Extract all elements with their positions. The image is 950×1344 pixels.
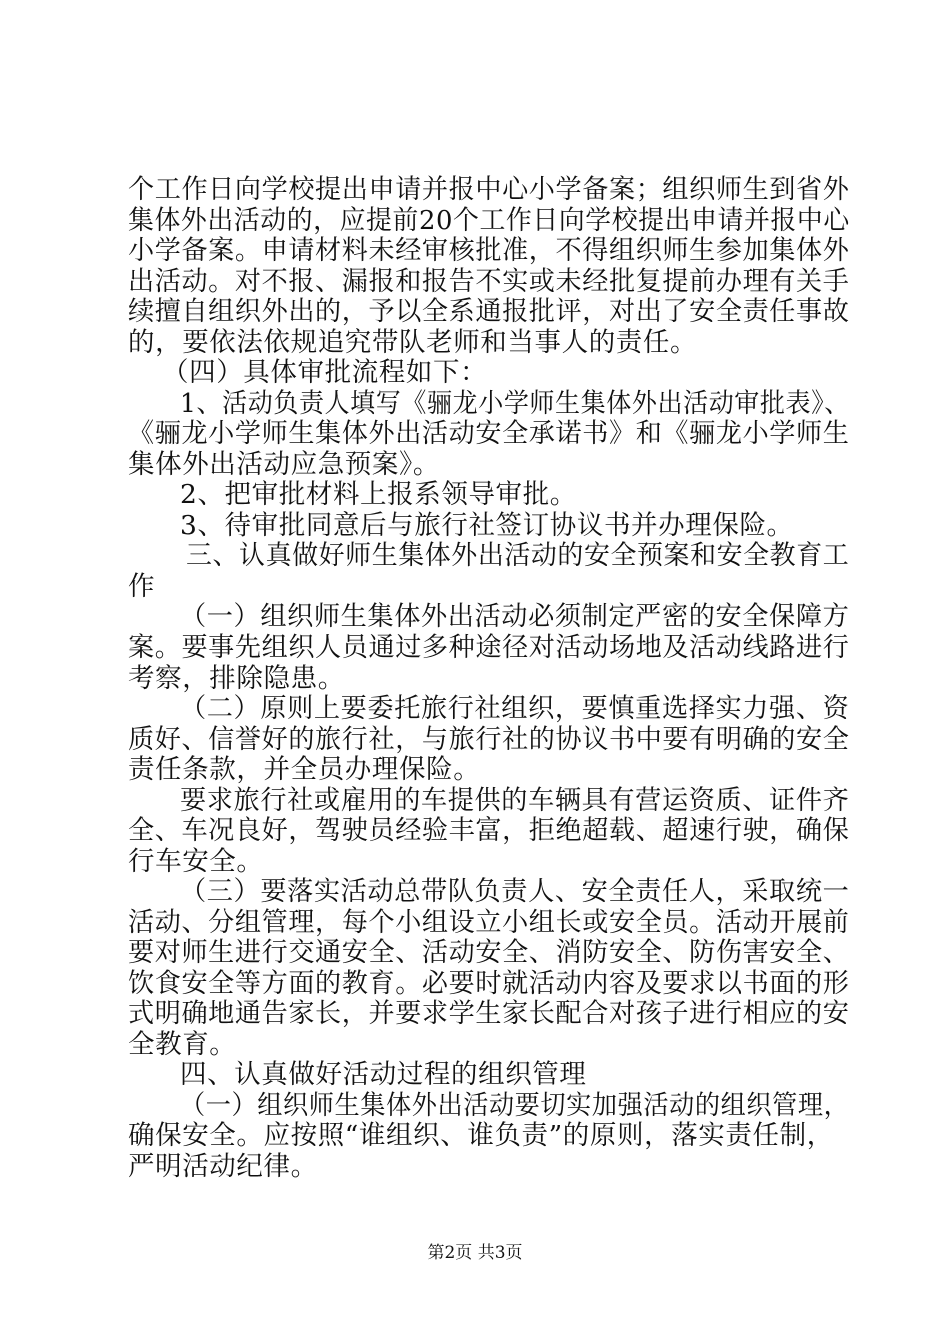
text-line: 要对师生进行交通安全、活动安全、消防安全、防伤害安全、 xyxy=(128,937,850,968)
text-line: 全、车况良好，驾驶员经验丰富，拒绝超载、超速行驶，确保 xyxy=(128,815,850,846)
section-heading: 作 xyxy=(128,571,156,602)
text-line: 的，要依法依规追究带队老师和当事人的责任。 xyxy=(128,327,698,358)
text-line: 活动、分组管理，每个小组设立小组长或安全员。活动开展前 xyxy=(128,907,850,938)
text-line: 式明确地通告家长，并要求学生家长配合对孩子进行相应的安 xyxy=(128,998,850,1029)
section-heading: 四、认真做好活动过程的组织管理 xyxy=(180,1059,587,1090)
text-line: 要求旅行社或雇用的车提供的车辆具有营运资质、证件齐 xyxy=(180,785,850,816)
text-line: 集体外出活动的，应提前20个工作日向学校提出申请并报中心 xyxy=(128,205,850,236)
text-line: 行车安全。 xyxy=(128,846,264,877)
text-line: 个工作日向学校提出申请并报中心小学备案；组织师生到省外 xyxy=(128,174,850,205)
text-line: 续擅自组织外出的，予以全系通报批评，对出了安全责任事故 xyxy=(128,296,850,327)
text-line: 饮食安全等方面的教育。必要时就活动内容及要求以书面的形 xyxy=(128,968,850,999)
text-line: （一）组织师生集体外出活动必须制定严密的安全保障方 xyxy=(180,601,850,632)
text-line: 3、待审批同意后与旅行社签订协议书并办理保险。 xyxy=(180,510,794,541)
text-line: （三）要落实活动总带队负责人、安全责任人，采取统一 xyxy=(180,876,850,907)
text-line: 严明活动纪律。 xyxy=(128,1151,318,1182)
section-heading: （四）具体审批流程如下： xyxy=(162,357,488,388)
text-line: （一）组织师生集体外出活动要切实加强活动的组织管理， xyxy=(180,1090,850,1121)
text-line: 出活动。对不报、漏报和报告不实或未经批复提前办理有关手 xyxy=(128,266,850,297)
section-heading: 三、认真做好师生集体外出活动的安全预案和安全教育工 xyxy=(186,540,850,571)
page-number-footer: 第2页 共3页 xyxy=(427,1243,523,1263)
text-line: 小学备案。申请材料未经审核批准，不得组织师生参加集体外 xyxy=(128,235,850,266)
text-line: 考察，排除隐患。 xyxy=(128,663,345,694)
text-line: 1、活动负责人填写《骊龙小学师生集体外出活动审批表》、 xyxy=(180,388,850,419)
text-line: 2、把审批材料上报系领导审批。 xyxy=(180,479,577,510)
text-line: 案。要事先组织人员通过多种途径对活动场地及活动线路进行 xyxy=(128,632,850,663)
text-line: 全教育。 xyxy=(128,1029,237,1060)
text-line: 确保安全。应按照“谁组织、谁负责”的原则，落实责任制， xyxy=(128,1120,834,1151)
text-line: （二）原则上要委托旅行社组织，要慎重选择实力强、资 xyxy=(180,693,850,724)
text-line: 责任条款，并全员办理保险。 xyxy=(128,754,481,785)
text-line: 集体外出活动应急预案》。 xyxy=(128,449,440,480)
text-line: 《骊龙小学师生集体外出活动安全承诺书》和《骊龙小学师生 xyxy=(128,418,850,449)
text-line: 质好、信誉好的旅行社，与旅行社的协议书中要有明确的安全 xyxy=(128,724,850,755)
